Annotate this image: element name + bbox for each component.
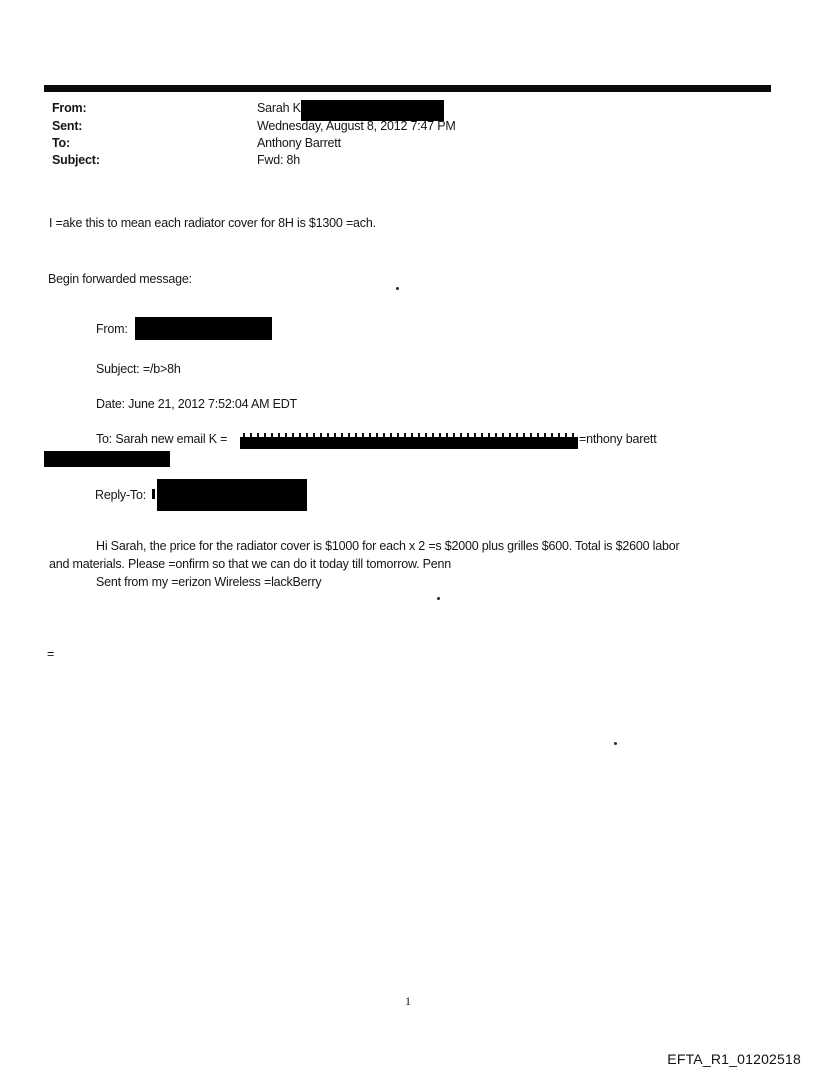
header-from-value: Sarah K xyxy=(257,101,301,115)
begin-forwarded-line: Begin forwarded message: xyxy=(48,272,192,286)
fwd-subject-line: Subject: =/b>8h xyxy=(96,362,181,376)
scan-artifact-dot xyxy=(437,597,440,600)
fwd-reply-to-label: Reply-To: xyxy=(95,488,146,502)
redaction-bar-fwd-from xyxy=(135,317,272,340)
fwd-signature-line: Sent from my =erizon Wireless =lackBerry xyxy=(96,575,322,589)
redaction-fragment xyxy=(152,489,155,499)
fwd-message-line-1: Hi Sarah, the price for the radiator cover is $1000 for each x 2 =s $2000 plus grilles $600. Total is $2600 labor xyxy=(96,539,680,553)
header-to-label: To: xyxy=(52,136,70,150)
scan-artifact-dot xyxy=(396,287,399,290)
scan-artifact-dot xyxy=(614,742,617,745)
fwd-from-label: From: xyxy=(96,322,128,336)
fwd-to-prefix: To: Sarah new email K = xyxy=(96,432,228,446)
redaction-bar-fwd-to xyxy=(240,437,578,449)
fwd-date-line: Date: June 21, 2012 7:52:04 AM EDT xyxy=(96,397,297,411)
fwd-to-suffix: =nthony barett xyxy=(579,432,657,446)
header-subject-value: Fwd: 8h xyxy=(257,153,301,167)
redaction-bar-fwd-to-continuation xyxy=(44,451,170,467)
fwd-message-line-2: and materials. Please =onfirm so that we can do it today till tomorrow. Penn xyxy=(49,557,452,571)
redaction-bar-from xyxy=(301,100,444,121)
header-subject-label: Subject: xyxy=(52,153,100,167)
header-from-label: From: xyxy=(52,101,87,115)
redaction-bar-reply-to xyxy=(157,479,307,511)
stray-equals-sign: = xyxy=(47,647,55,661)
body-intro-line: I =ake this to mean each radiator cover for 8H is $1300 =ach. xyxy=(49,216,376,230)
header-sent-label: Sent: xyxy=(52,119,83,133)
document-id-stamp: EFTA_R1_01202518 xyxy=(667,1051,801,1067)
page-number: 1 xyxy=(405,994,411,1008)
header-to-value: Anthony Barrett xyxy=(257,136,341,150)
header-sent-value: Wednesday, August 8, 2012 7:47 PM xyxy=(257,119,456,133)
header-top-rule xyxy=(44,85,771,92)
